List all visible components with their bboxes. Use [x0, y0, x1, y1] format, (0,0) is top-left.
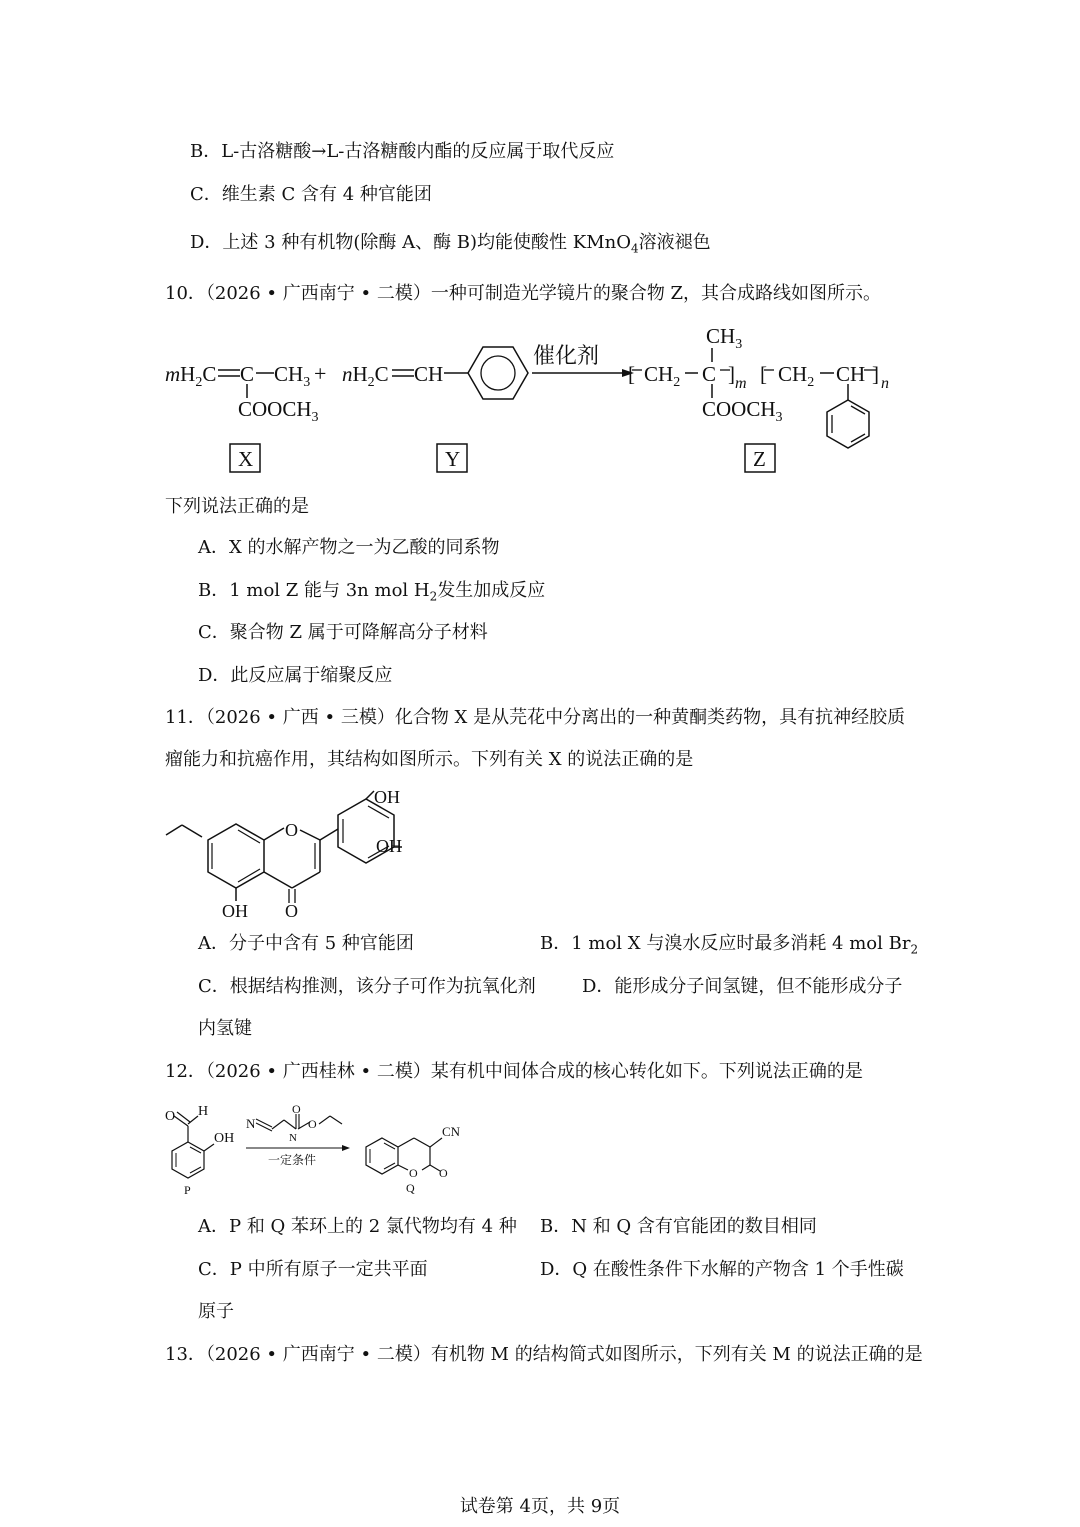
- q11-option-d: D．能形成分子间氢键，但不能形成分子: [582, 976, 903, 997]
- svg-text:CH2: $CH_2$: [644, 362, 681, 390]
- q12-label-p: P: [184, 1183, 191, 1197]
- svg-text:O: O: [165, 1109, 176, 1124]
- svg-text:]: ]: [728, 362, 735, 386]
- q10-option-d: D．此反应属于缩聚反应: [198, 665, 393, 686]
- q13-stem: 13．（2026 • 广西南宁 • 二模）有机物 M 的结构简式如图所示，下列有关 M 的说法正确的是: [165, 1344, 923, 1365]
- q11-stem-line1: 11．（2026 • 广西 • 三模）化合物 X 是从芫花中分离出的一种黄酮类药物，具有抗神经胶质: [165, 707, 906, 728]
- q9-option-d: D．上述 3 种有机物(除酶 A、酶 B)均能使酸性 KMnO$_4$溶液褪色: [190, 232, 711, 256]
- q11-stem-line2: 瘤能力和抗癌作用，其结构如图所示。下列有关 X 的说法正确的是: [165, 749, 694, 770]
- svg-text:O: O: [285, 901, 298, 920]
- svg-text:COOCH3: $COOCH_3$: [702, 397, 783, 425]
- svg-text:OH: OH: [376, 836, 402, 856]
- q10-label-z: Z: [753, 447, 766, 471]
- q11-flavone-structure: [160, 785, 420, 920]
- q10-option-c: C．聚合物 Z 属于可降解高分子材料: [198, 622, 488, 643]
- q12-condition-label: 一定条件: [268, 1153, 317, 1167]
- svg-text:O: O: [409, 1166, 418, 1180]
- svg-text:CH: CH: [414, 362, 444, 386]
- svg-text:nH2C: $nH_2C$: [342, 362, 389, 390]
- q12-option-c: C．P 中所有原子一定共平面: [198, 1259, 428, 1280]
- q11-option-c: C．根据结构推测，该分子可作为抗氧化剂: [198, 976, 536, 997]
- svg-text:CN: CN: [442, 1124, 461, 1139]
- q12-option-a: A．P 和 Q 苯环上的 2 氯代物均有 4 种: [198, 1216, 517, 1237]
- svg-text:CH: CH: [836, 362, 866, 386]
- q10-catalyst-label: 催化剂: [533, 343, 600, 368]
- q12-stem: 12．（2026 • 广西桂林 • 二模）某有机中间体合成的核心转化如下。下列说法正确的是: [165, 1061, 863, 1082]
- svg-text:O: O: [292, 1102, 301, 1116]
- q9-option-b: B．L-古洛糖酸→L-古洛糖酸内酯的反应属于取代反应: [190, 141, 615, 162]
- svg-text:CH3: $CH_3$: [706, 324, 743, 352]
- q10-option-b: B．1 mol Z 能与 3n mol $H_2$发生加成反应: [198, 580, 546, 604]
- svg-text:C: C: [702, 362, 717, 386]
- q9-option-c: C．维生素 C 含有 4 种官能团: [190, 184, 432, 205]
- q11-option-b: B．1 mol X 与溴水反应时最多消耗 4 mol $Br_2$: [540, 933, 919, 957]
- svg-text:m: m: [735, 375, 747, 392]
- svg-text:n: n: [881, 375, 889, 392]
- q12-option-d-continued: 原子: [198, 1301, 234, 1322]
- q10-reaction-scheme: [160, 318, 920, 483]
- q12-option-b: B．N 和 Q 含有官能团的数目相同: [540, 1216, 817, 1237]
- svg-text:OH: OH: [222, 901, 248, 920]
- svg-text:O: O: [308, 1117, 317, 1131]
- q12-option-d: D．Q 在酸性条件下水解的产物含 1 个手性碳: [540, 1259, 904, 1280]
- svg-text:OH: OH: [374, 787, 400, 807]
- svg-text:H: H: [198, 1104, 209, 1119]
- svg-text:O: O: [439, 1166, 448, 1180]
- q10-option-a: A．X 的水解产物之一为乙酸的同系物: [198, 537, 500, 558]
- svg-text:[: [: [760, 362, 767, 386]
- svg-text:C: C: [240, 362, 255, 386]
- svg-text:N: N: [289, 1132, 297, 1144]
- svg-text:mH2C: $mH_2C$: [165, 362, 217, 390]
- svg-text:N: N: [246, 1116, 256, 1131]
- q12-label-q: Q: [406, 1181, 415, 1195]
- svg-text:CH3: $CH_3$: [274, 362, 311, 390]
- svg-text:+: +: [314, 361, 327, 386]
- q10-prompt: 下列说法正确的是: [165, 496, 309, 517]
- svg-text:COOCH3: $COOCH_3$: [238, 397, 319, 425]
- svg-text:]: ]: [872, 362, 879, 386]
- svg-text:O: O: [285, 820, 298, 840]
- q10-label-x: X: [238, 447, 254, 471]
- q10-stem: 10．（2026 • 广西南宁 • 二模）一种可制造光学镜片的聚合物 Z，其合成路线如图所示。: [165, 283, 882, 304]
- q11-option-a: A．分子中含有 5 种官能团: [198, 933, 414, 954]
- svg-text:[: [: [628, 362, 635, 386]
- svg-text:OH: OH: [214, 1131, 235, 1146]
- q11-option-d-continued: 内氢键: [198, 1018, 252, 1039]
- page-footer: 试卷第 4页，共 9页: [459, 1496, 621, 1517]
- svg-text:CH2: $CH_2$: [778, 362, 815, 390]
- q12-reaction-scheme: [160, 1098, 480, 1198]
- q10-label-y: Y: [445, 447, 461, 471]
